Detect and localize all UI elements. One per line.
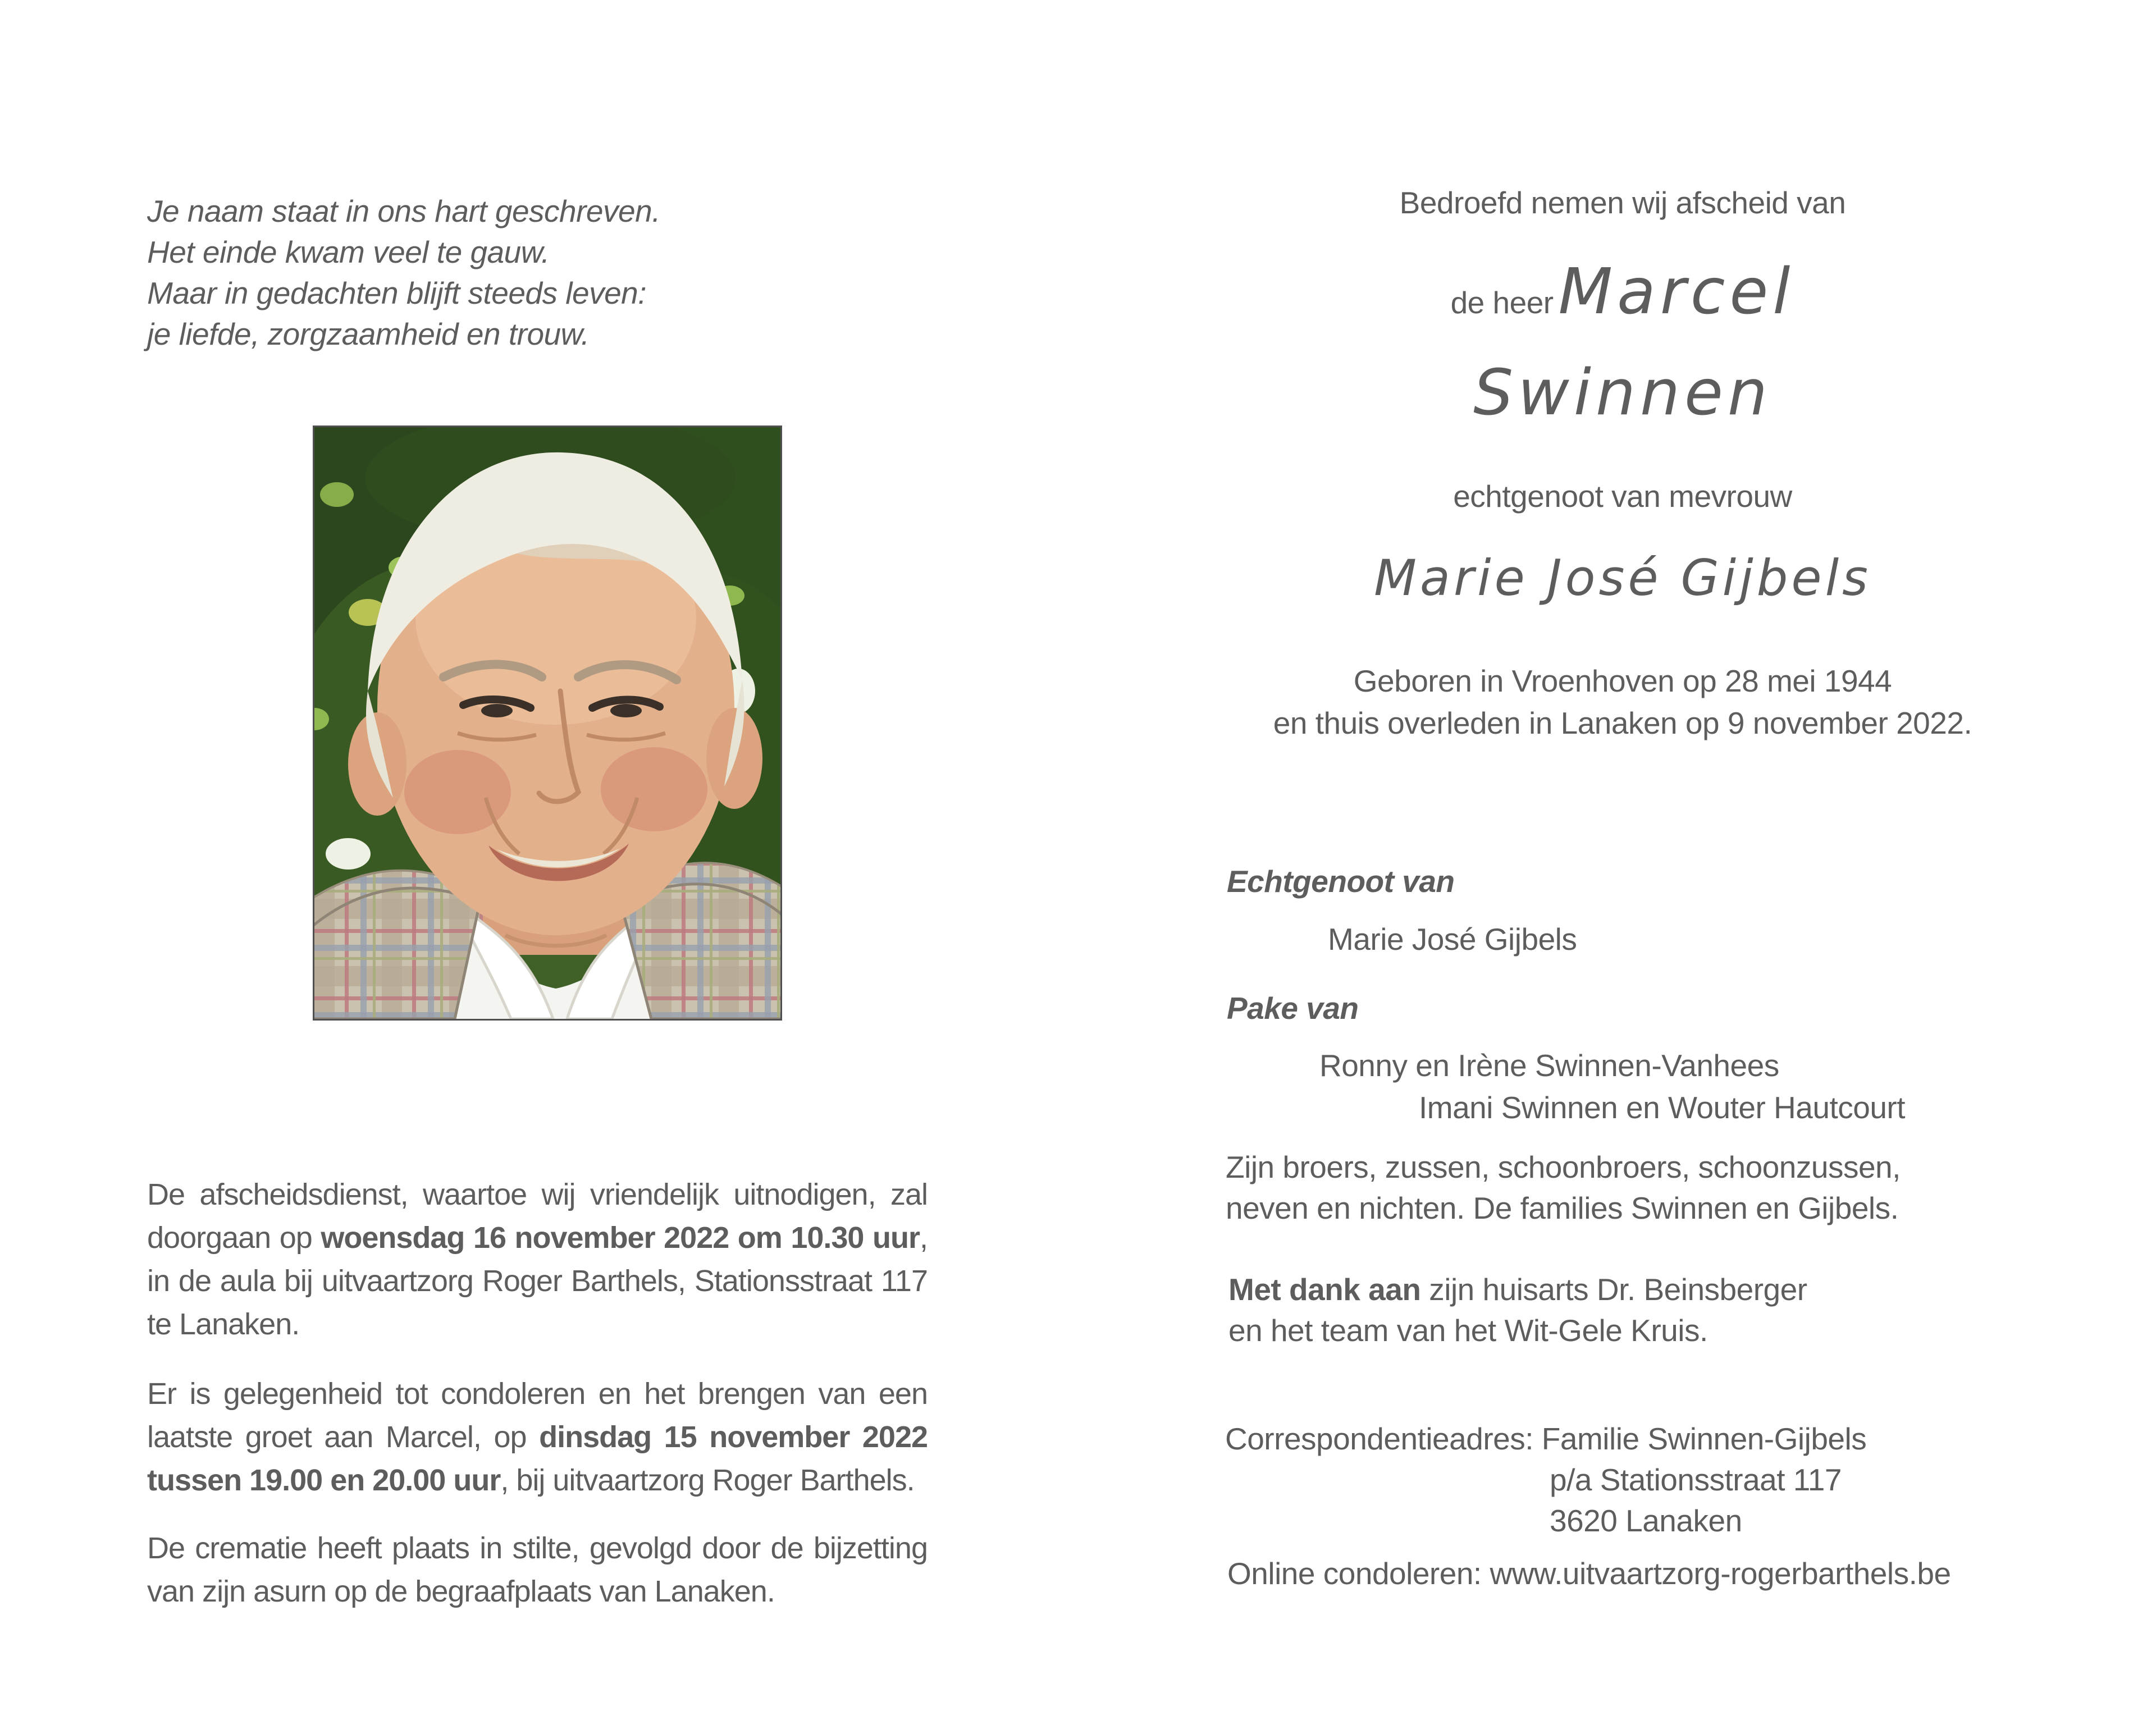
- spouse-name: Marie José Gijbels: [1374, 549, 1871, 607]
- family-label-spouse: Echtgenoot van: [1227, 864, 1455, 899]
- correspondence-city: 3620 Lanaken: [1550, 1503, 1742, 1538]
- deceased-first-name: Marcel: [1558, 255, 1795, 328]
- condolence-paragraph-text: , bij uitvaartzorg Roger Barthels.: [500, 1463, 915, 1497]
- deceased-name-line: [1216, 255, 2030, 328]
- poem-line: Je naam staat in ons hart geschreven.: [147, 194, 660, 228]
- poem-line: Maar in gedachten blijft steeds leven:: [147, 276, 647, 310]
- family-name: Ronny en Irène Swinnen-Vanhees: [1319, 1048, 1779, 1083]
- condolence-paragraph: [147, 1372, 928, 1502]
- service-paragraph: [147, 1173, 928, 1346]
- portrait-photo-illustration: [314, 427, 780, 1019]
- intro-line: Bedroefd nemen wij afscheid van: [1399, 185, 1846, 220]
- family-name: Imani Swinnen en Wouter Hautcourt: [1419, 1090, 1905, 1125]
- service-paragraph-text: De afscheidsdienst, waartoe wij vriendelijk uitnodigen, zal doorgaan op: [147, 1178, 928, 1255]
- cremation-paragraph: [147, 1527, 928, 1613]
- thanks-bold: Met dank aan: [1228, 1272, 1421, 1307]
- birth-line: Geboren in Vroenhoven op 28 mei 1944: [1353, 664, 1892, 698]
- poem-line: je liefde, zorgzaamheid en trouw.: [147, 317, 590, 351]
- condolence-date-bold: dinsdag 15 november 2022 tussen 19.00 en 20.00 uur: [147, 1420, 928, 1497]
- family-name: Marie José Gijbels: [1328, 922, 1577, 957]
- correspondence-intro: Correspondentieadres: Familie Swinnen-Gijbels: [1225, 1421, 1867, 1456]
- relatives-line: neven en nichten. De families Swinnen en Gijbels.: [1226, 1191, 1899, 1225]
- service-paragraph-text: , in de aula bij uitvaartzorg Roger Barthels, Stationsstraat 117 te Lanaken.: [147, 1221, 928, 1341]
- deceased-last-name: Swinnen: [1473, 356, 1772, 429]
- portrait-photo: [313, 426, 782, 1021]
- online-condolence-line: Online condoleren: www.uitvaartzorg-rogerbarthels.be: [1227, 1556, 1951, 1591]
- thanks-line: en het team van het Wit-Gele Kruis.: [1228, 1313, 1708, 1348]
- thanks-rest: zijn huisarts Dr. Beinsberger: [1420, 1272, 1807, 1307]
- death-line: en thuis overleden in Lanaken op 9 november 2022.: [1273, 706, 1972, 740]
- spouse-intro-line: echtgenoot van mevrouw: [1453, 479, 1792, 514]
- memorial-poem: [147, 191, 660, 355]
- correspondence-street: p/a Stationsstraat 117: [1550, 1462, 1842, 1497]
- thanks-block: [1228, 1269, 1807, 1351]
- service-date-bold: woensdag 16 november 2022 om 10.30 uur: [321, 1221, 920, 1255]
- relatives-block: [1226, 1147, 1901, 1229]
- relatives-line: Zijn broers, zussen, schoonbroers, schoonzussen,: [1226, 1150, 1901, 1184]
- family-label-grandfather: Pake van: [1227, 991, 1359, 1026]
- thanks-line: [1228, 1269, 1807, 1310]
- cremation-paragraph-text: De crematie heeft plaats in stilte, gevolgd door de bijzetting van zijn asurn op de begraafplaats van Lanaken.: [147, 1531, 928, 1608]
- poem-line: Het einde kwam veel te gauw.: [147, 235, 550, 269]
- honorific: de heer: [1450, 285, 1554, 320]
- condolence-paragraph-text: Er is gelegenheid tot condoleren en het brengen van een laatste groet aan Marcel, op: [147, 1377, 928, 1454]
- spacer: [1554, 306, 1559, 315]
